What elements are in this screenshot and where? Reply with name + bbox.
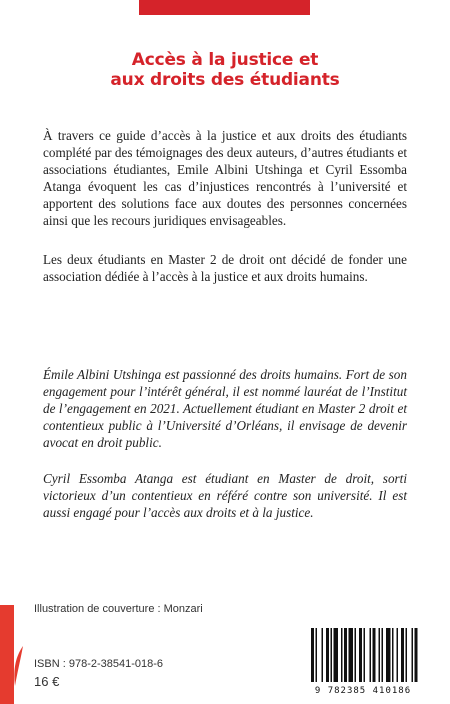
barcode-bar bbox=[370, 628, 372, 682]
founders-paragraph: Les deux étudiants en Master 2 de droit ont décidé de fonder une association dédiée à l’accès à la justice et aux droits humains. bbox=[43, 252, 407, 284]
barcode-bar bbox=[392, 628, 394, 682]
flame-logo-icon bbox=[12, 646, 24, 686]
summary-paragraph: À travers ce guide d’accès à la justice et aux droits des étudiants complété par des témoignages des deux auteurs, d’autres étudiants et associations étudiantes, Emile Albini Utshinga et Cyril Essomba Atanga évoquent les cas d’injustices rencontrés à l’université et apportent des solutions face aux doutes des personnes concernées ainsi que les recours juridiques envisageables. bbox=[43, 128, 407, 228]
barcode-digits: 9 782385 410186 bbox=[314, 686, 412, 696]
barcode-bar bbox=[386, 628, 391, 682]
barcode-bar bbox=[397, 628, 399, 682]
author-bio-cyril: Cyril Essomba Atanga est étudiant en Master de droit, sorti victorieux d’un contentieux en référé contre son université. Il est aussi engagé pour l’accès aux droits et à la justice. bbox=[43, 471, 407, 520]
barcode bbox=[303, 628, 423, 696]
author-bio-emile: Émile Albini Utshinga est passionné des droits humains. Fort de son engagement pour l’intérêt général, il est nommé lauréat de l’Institut de l’engagement en 2021. Actuellement étudiant en Master 2 droit et contentieux public à l’Université d’Orléans, il envisage de devenir avocat en droit public. bbox=[43, 367, 407, 450]
barcode-bar bbox=[341, 628, 343, 682]
barcode-icon bbox=[303, 628, 423, 684]
barcode-bar bbox=[326, 628, 329, 682]
barcode-bar bbox=[379, 628, 381, 682]
barcode-bar bbox=[406, 628, 408, 682]
barcode-bar bbox=[311, 628, 314, 682]
barcode-bar bbox=[401, 628, 404, 682]
barcode-bar bbox=[373, 628, 376, 682]
barcode-bar bbox=[415, 628, 418, 682]
book-title bbox=[0, 50, 450, 90]
book-title-line-2: aux droits des étudiants bbox=[110, 70, 340, 90]
barcode-bar bbox=[364, 628, 366, 682]
barcode-bar bbox=[344, 628, 347, 682]
isbn: ISBN : 978-2-38541-018-6 bbox=[34, 658, 164, 670]
barcode-bar bbox=[349, 628, 354, 682]
illustration-credit: Illustration de couverture : Monzari bbox=[34, 603, 203, 615]
barcode-bar bbox=[316, 628, 318, 682]
barcode-bar bbox=[382, 628, 384, 682]
barcode-bar bbox=[412, 628, 414, 682]
book-title-line-1: Accès à la justice et bbox=[131, 50, 319, 70]
barcode-bar bbox=[322, 628, 324, 682]
price: 16 € bbox=[34, 674, 60, 689]
barcode-bar bbox=[331, 628, 333, 682]
barcode-bar bbox=[334, 628, 339, 682]
barcode-bar bbox=[359, 628, 362, 682]
barcode-bar bbox=[355, 628, 357, 682]
top-accent-bar bbox=[139, 0, 310, 15]
